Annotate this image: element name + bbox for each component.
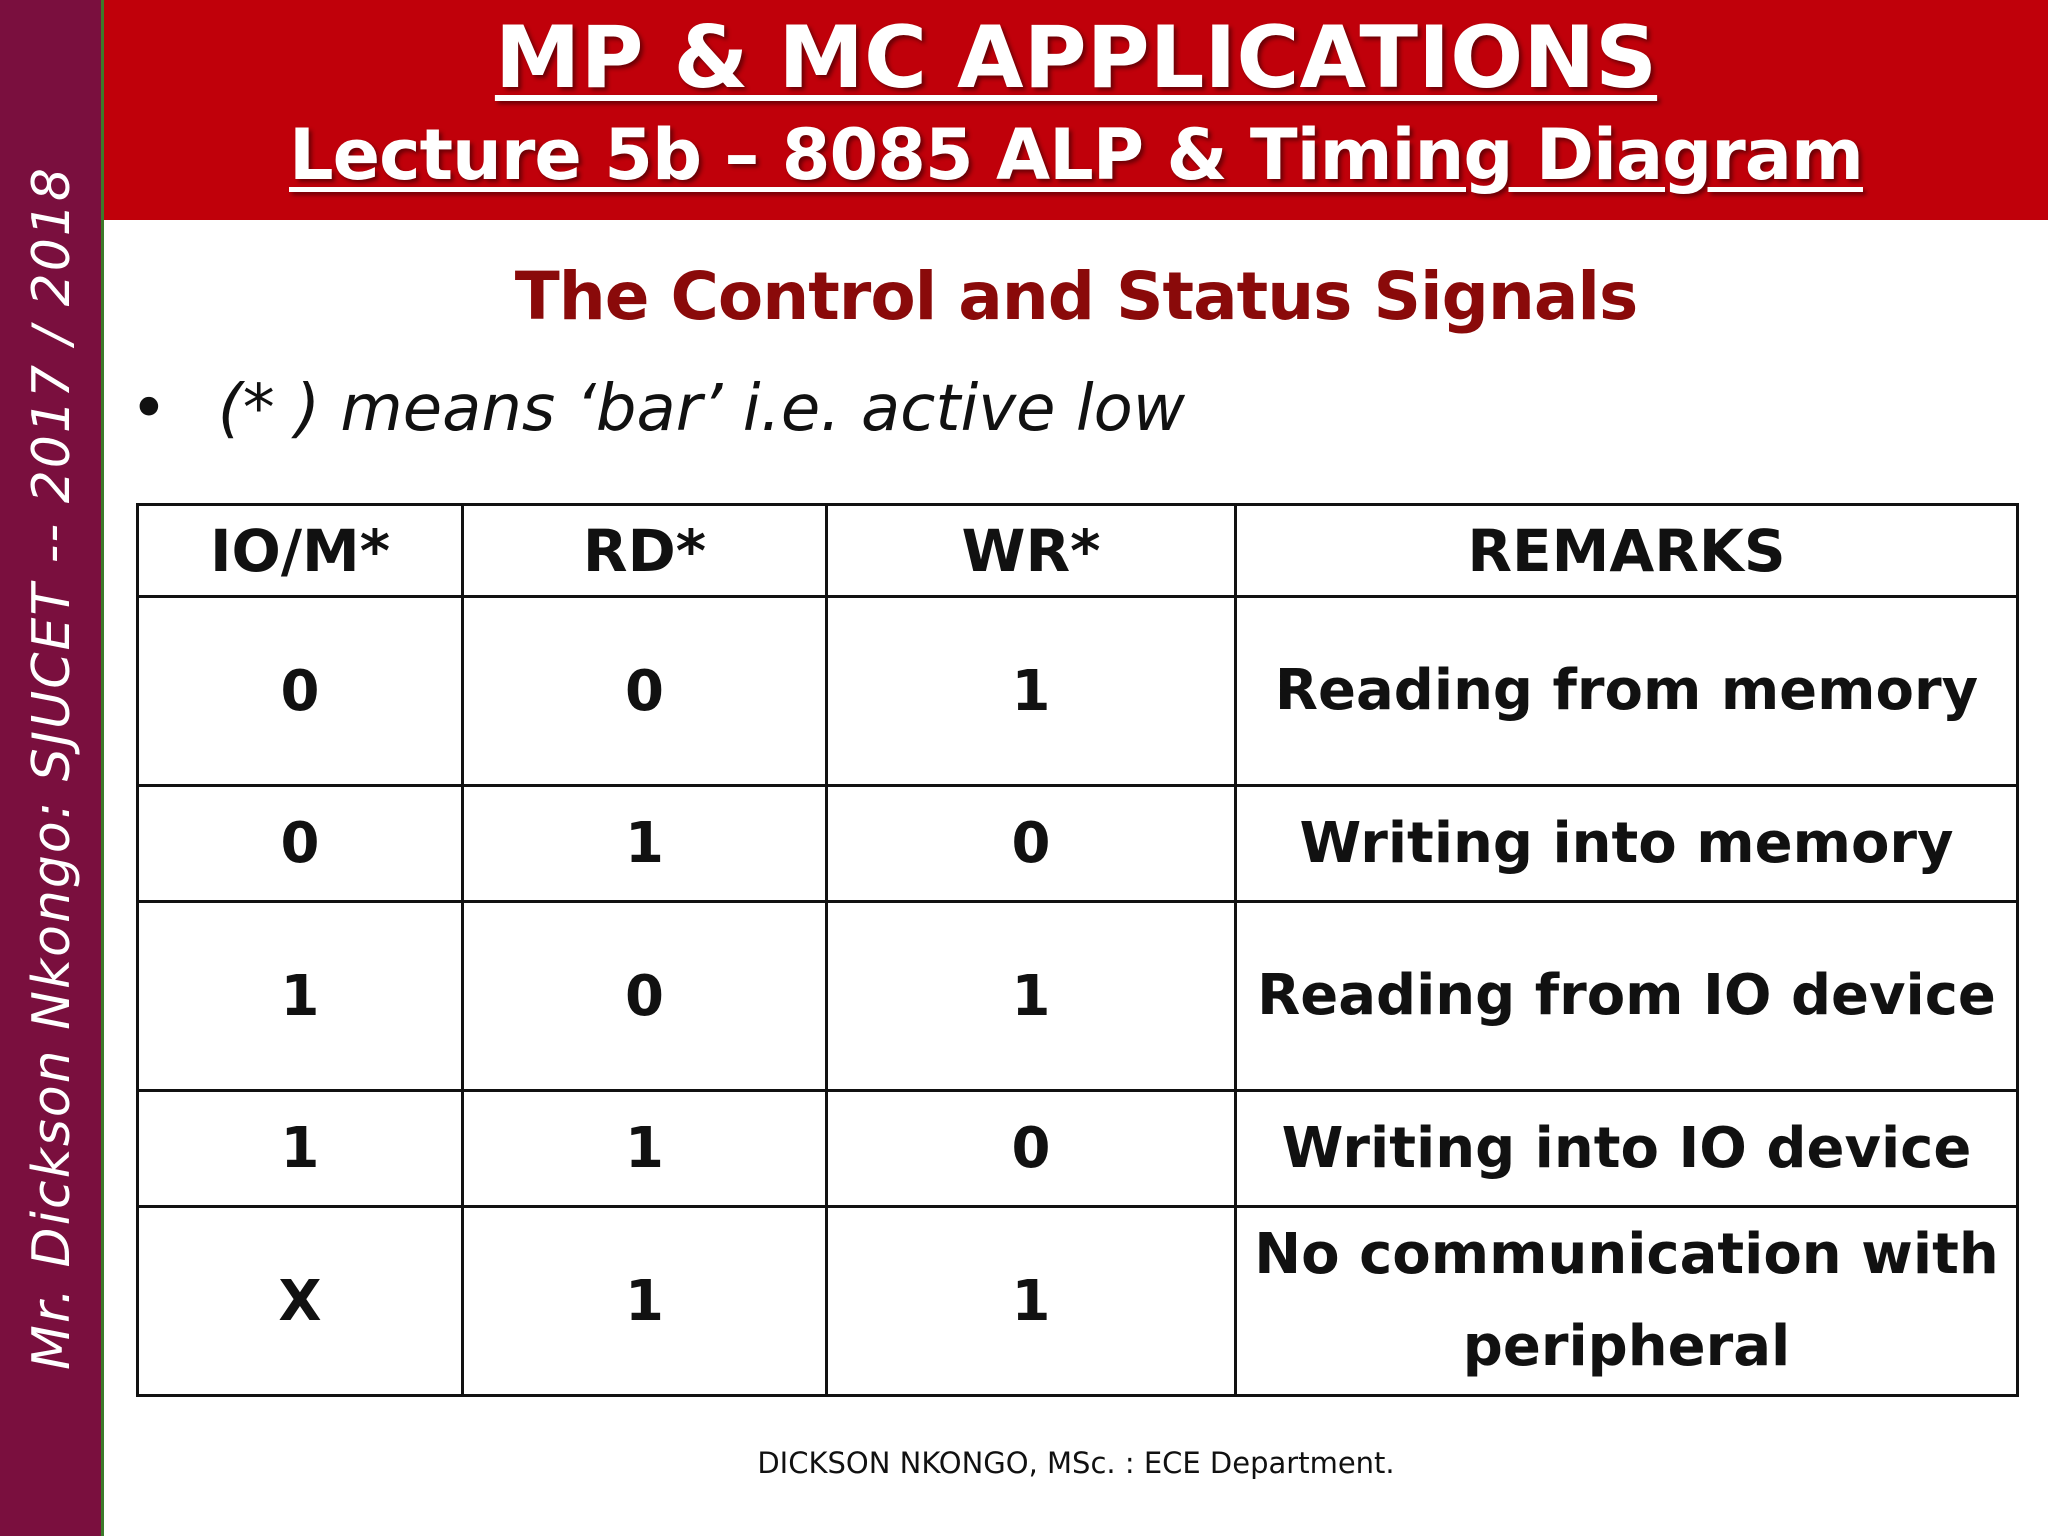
header-banner [104, 0, 2048, 220]
author-credit: Mr. Dickson Nkongo: SJUCET -- 2017 / 2018 [22, 166, 82, 1370]
table-row [138, 1207, 2018, 1396]
signals-table [136, 503, 2019, 1397]
cell-rd: 0 [463, 597, 827, 786]
cell-io-m: 0 [138, 597, 463, 786]
slide-title: The Control and Status Signals [514, 258, 1638, 335]
course-title: MP & MC APPLICATIONS [494, 8, 1658, 108]
header-io-m: IO/M* [138, 505, 463, 597]
table-header-row [138, 505, 2018, 597]
bullet-item [130, 372, 1185, 446]
cell-wr: 0 [827, 786, 1236, 902]
cell-rd: 1 [463, 1207, 827, 1396]
cell-wr: 1 [827, 902, 1236, 1091]
cell-io-m: 1 [138, 1091, 463, 1207]
bullet-icon: • [130, 372, 168, 446]
table-row [138, 597, 2018, 786]
cell-wr: 1 [827, 1207, 1236, 1396]
cell-remark: Writing into IO device [1236, 1091, 2018, 1207]
header-rd: RD* [463, 505, 827, 597]
cell-remark: No communication with peripheral [1236, 1207, 2018, 1396]
cell-wr: 1 [827, 597, 1236, 786]
table-row [138, 786, 2018, 902]
header-remarks: REMARKS [1236, 505, 2018, 597]
table-row [138, 902, 2018, 1091]
cell-rd: 1 [463, 786, 827, 902]
cell-rd: 0 [463, 902, 827, 1091]
cell-wr: 0 [827, 1091, 1236, 1207]
cell-io-m: 0 [138, 786, 463, 902]
cell-remark: Writing into memory [1236, 786, 2018, 902]
cell-rd: 1 [463, 1091, 827, 1207]
sidebar [0, 0, 104, 1536]
cell-remark: Reading from memory [1236, 597, 2018, 786]
cell-io-m: 1 [138, 902, 463, 1091]
cell-remark: Reading from IO device [1236, 902, 2018, 1091]
footer-text: DICKSON NKONGO, MSc. : ECE Department. [757, 1446, 1395, 1480]
lecture-title: Lecture 5b – 8085 ALP & Timing Diagram [289, 114, 1863, 196]
header-wr: WR* [827, 505, 1236, 597]
bullet-text: (* ) means ‘bar’ i.e. active low [217, 372, 1186, 446]
table-row [138, 1091, 2018, 1207]
cell-io-m: X [138, 1207, 463, 1396]
